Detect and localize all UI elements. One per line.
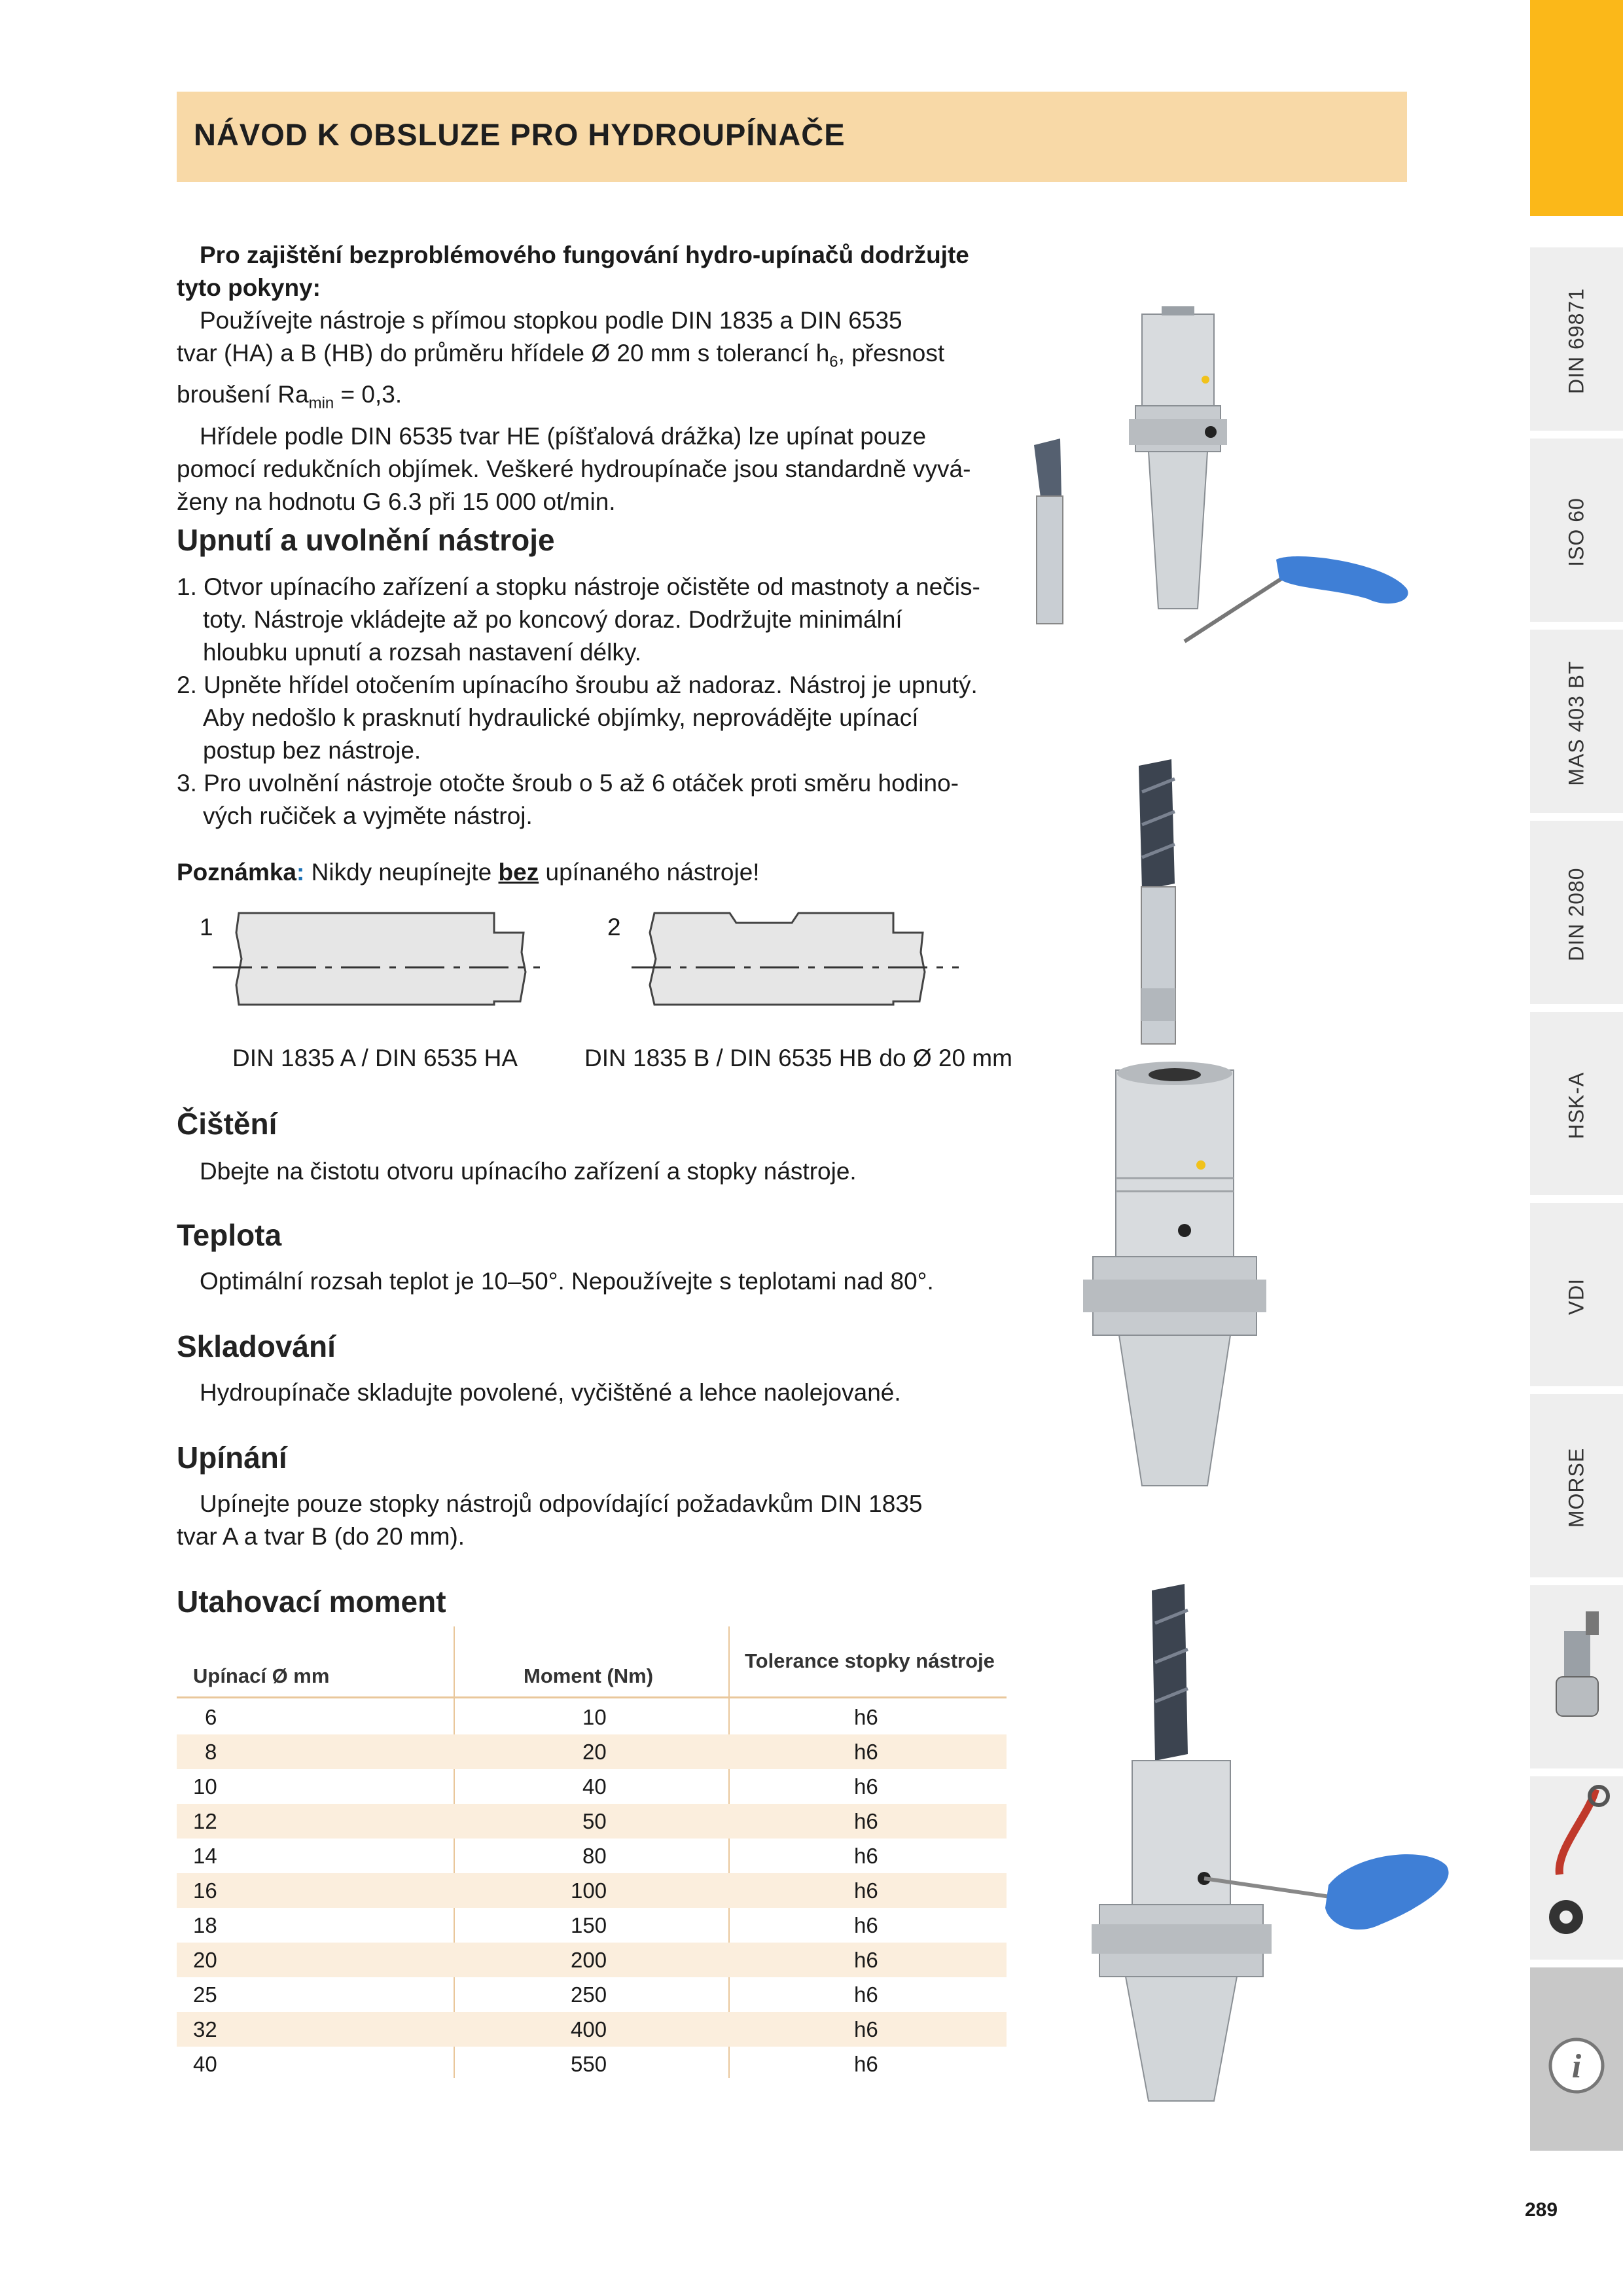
tab-hsk-a[interactable]: HSK-A (1530, 1012, 1623, 1199)
diagram-1-caption: DIN 1835 A / DIN 6535 HA (232, 1045, 518, 1071)
tab-vdi[interactable]: VDI (1530, 1203, 1623, 1390)
tab-wrench-nut[interactable] (1530, 1776, 1623, 1964)
page-number: 289 (1525, 2199, 1558, 2221)
tab-din-2080[interactable]: DIN 2080 (1530, 821, 1623, 1008)
cleaning-text: Dbejte na čistotu otvoru upínacího zařízení a stopky nástroje. (200, 1158, 857, 1185)
intro-line6: ženy na hodnotu G 6.3 při 15 000 ot/min. (177, 488, 616, 515)
intro-line3: broušení $Ra_{min} = 0,3$. (177, 381, 402, 412)
intro-bold-line2: tyto pokyny: (177, 274, 321, 301)
wrench-icon (1530, 1776, 1623, 1960)
diagram-1-number: 1 (200, 914, 213, 941)
diagram-2-caption: DIN 1835 B / DIN 6535 HB do Ø 20 mm (584, 1045, 1012, 1071)
tab-drill-chuck[interactable] (1530, 1585, 1623, 1772)
step-2-line3: postup bez nástroje. (203, 737, 421, 764)
holder-with-mill-and-key-illustration (1073, 1571, 1479, 2114)
step-3-line1: 3. Pro uvolnění nástroje otočte šroub o 5 až 6 otáček proti směru hodino- (177, 770, 959, 797)
step-1-line1: 1. Otvor upínacího zařízení a stopku nástroje očistěte od mastnoty a nečis- (177, 573, 980, 600)
table-row: 6 10 h6 (205, 1705, 878, 1729)
table-row: 8 20 h6 (177, 1734, 1007, 1769)
step-3-line2: vých ručiček a vyjměte nástroj. (203, 802, 533, 829)
col-header-diameter: Upínací Ø mm (193, 1664, 330, 1687)
tab-info[interactable] (1530, 1967, 1623, 2155)
table-row: 18 150 h6 (193, 1913, 878, 1937)
table-row: 16 100 h6 (177, 1873, 1007, 1908)
shank-diagram-hb (632, 906, 965, 1014)
temperature-text: Optimální rozsah teplot je 10–50°. Nepoužívejte s teplotami nad 80°. (200, 1268, 934, 1295)
svg-text:i: i (1571, 2048, 1582, 2085)
chucking-line2: tvar A a tvar B (do 20 mm). (177, 1523, 465, 1550)
step-2-line2: Aby nedošlo k prasknutí hydraulické objímky, neprovádějte upínací (203, 704, 919, 731)
tab-morse[interactable]: MORSE (1530, 1394, 1623, 1581)
page-title: NÁVOD K OBSLUZE PRO HYDROUPÍNAČE (194, 117, 846, 152)
info-icon (1530, 1967, 1623, 2151)
clamping-heading: Upnutí a uvolnění nástroje (177, 523, 555, 557)
table-row: 32 400 h6 (177, 2012, 1007, 2047)
end-mill-illustration (1113, 753, 1204, 1054)
storage-text: Hydroupínače skladujte povolené, vyčištěné a lehce naolejované. (200, 1379, 901, 1406)
tab-din-69871[interactable]: DIN 69871 (1530, 247, 1623, 435)
col-header-tolerance: Tolerance stopky nástroje (745, 1649, 995, 1672)
shank-diagram-ha (213, 906, 546, 1014)
table-row: 10 40 h6 (193, 1774, 878, 1799)
clamping-steps (177, 571, 1027, 833)
col-header-moment: Moment (Nm) (524, 1664, 654, 1687)
table-row: 12 50 h6 (177, 1804, 1007, 1839)
table-row: 14 80 h6 (193, 1844, 878, 1868)
intro-section (177, 239, 1008, 518)
intro-line1: Používejte nástroje s přímou stopkou podle DIN 1835 a DIN 6535 (200, 307, 902, 334)
intro-line2: tvar (HA) a B (HB) do průměru hřídele Ø 20 mm s tolerancí $h_6$, přesnost (177, 340, 945, 371)
torque-heading: Utahovací moment (177, 1585, 446, 1619)
table-row: 25 250 h6 (193, 1982, 878, 2007)
note-label: Poznámka (177, 859, 297, 886)
step-2-line1: 2. Upněte hřídel otočením upínacího šroubu až nadoraz. Nástroj je upnutý. (177, 672, 978, 698)
table-row: 40 550 h6 (193, 2052, 878, 2076)
cleaning-heading: Čištění (177, 1107, 277, 1141)
storage-heading: Skladování (177, 1329, 336, 1363)
step-1-line3: hloubku upnutí a rozsah nastavení délky. (203, 639, 641, 666)
hydraulic-holder-illustration (1073, 1060, 1283, 1505)
intro-line5: pomocí redukčních objímek. Veškeré hydroupínače jsou standardně vyvá- (177, 455, 971, 482)
step-1-line2: toty. Nástroje vkládejte až po koncový doraz. Dodržujte minimální (203, 606, 902, 633)
table-row: 20 200 h6 (177, 1943, 1007, 1977)
diagram-2-number: 2 (607, 914, 621, 941)
intro-bold-line1: Pro zajištění bezproblémového fungování hydro-upínačů dodržujte (200, 242, 969, 268)
tab-iso-60[interactable]: ISO 60 (1530, 439, 1623, 626)
drill-chuck-icon (1530, 1585, 1623, 1768)
intro-line4: Hřídele podle DIN 6535 tvar HE (píšťalová drážka) lze upínat pouze (200, 422, 927, 450)
chucking-line1: Upínejte pouze stopky nástrojů odpovídající požadavkům DIN 1835 (200, 1490, 923, 1517)
tab-mas-403-bt[interactable]: MAS 403 BT (1530, 630, 1623, 817)
note: Poznámka: Nikdy neupínejte bez upínaného nástroje! (177, 859, 760, 886)
temperature-heading: Teplota (177, 1218, 282, 1252)
accent-tab (1530, 0, 1623, 216)
chucking-heading: Upínání (177, 1441, 287, 1475)
chucking-text (177, 1488, 1027, 1553)
torque-table (177, 1626, 1007, 2085)
holder-with-key-illustration (1021, 301, 1427, 668)
